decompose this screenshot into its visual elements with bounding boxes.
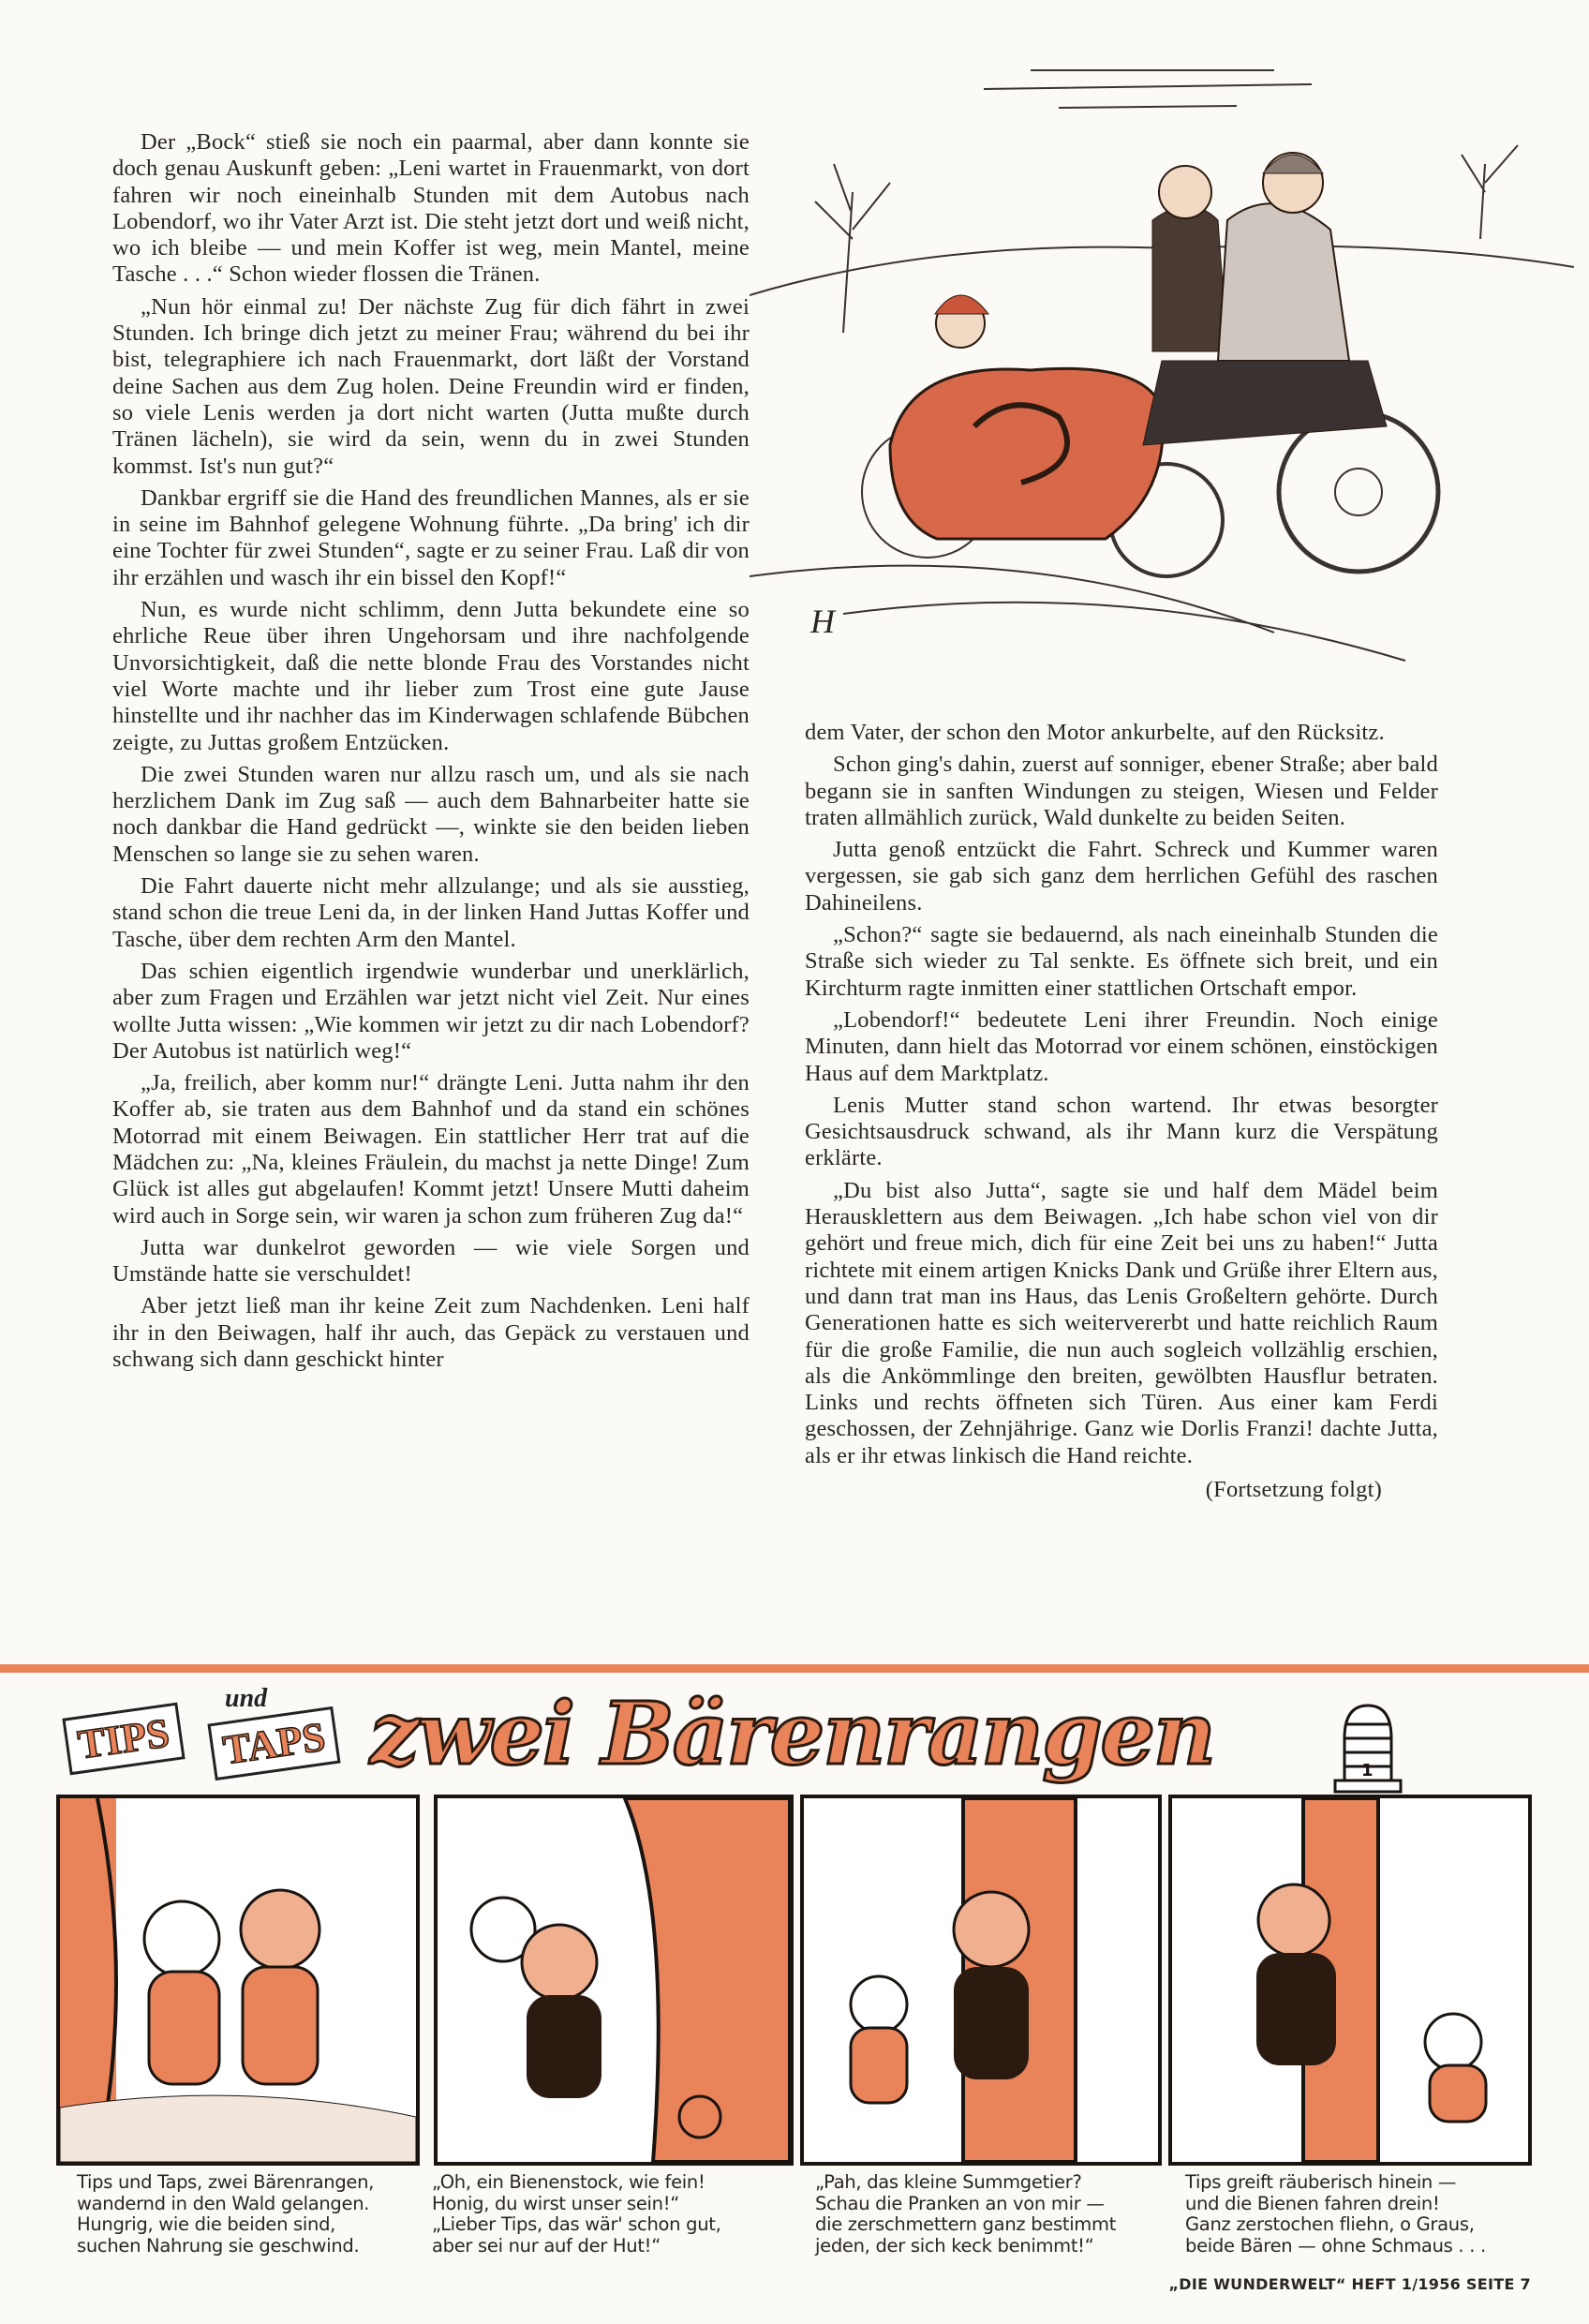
beehive-icon	[1330, 1701, 1405, 1795]
taps-label: TAPS	[207, 1706, 340, 1780]
und-label: und	[225, 1684, 268, 1713]
story-paragraph: Der „Bock“ stieß sie noch ein paarmal, aber dann konnte sie doch genau Auskunft geben: „Leni wartet in Frauenmarkt, von dort fahren wir noch eineinhalb Stunden mit dem Autobus nach Lobendorf, wo ihr Vater Arzt ist. Die steht jetzt dort und weiß nicht, wo ich bleibe — und mein Koffer ist weg, mein Mantel, meine Tasche . . .“ Schon wieder flossen die Tränen.	[112, 129, 750, 288]
story-paragraph: „Schon?“ sagte sie bedauernd, als nach eineinhalb Stunden die Straße sich wieder zu Tal senkte. Es öffnete sich breit, und ein Kirchturm ragte inmitten einer stattlichen Ortschaft empor.	[805, 922, 1438, 1001]
comic-caption-1	[77, 2172, 374, 2257]
caption-line: und die Bienen fahren drein!	[1185, 2192, 1440, 2214]
illustrator-signature: H	[810, 603, 835, 640]
story-paragraph: Jutta war dunkelrot geworden — wie viele Sorgen und Umstände hatte sie verschuldet!	[112, 1234, 750, 1288]
caption-line: „Oh, ein Bienenstock, wie fein!	[432, 2171, 705, 2193]
caption-line: Honig, du wirst unser sein!“	[432, 2192, 680, 2214]
bear-taps	[241, 1890, 319, 1969]
caption-line: Schau die Pranken an von mir —	[815, 2192, 1105, 2214]
continuation-note: (Fortsetzung folgt)	[1205, 1477, 1382, 1503]
story-paragraph: Schon ging's dahin, zuerst auf sonniger, ebener Straße; aber bald begann sie in sanften Windungen zu steigen, Wiesen und Felder traten allmählich zurück, Wald dunkelte zu beiden Seiten.	[805, 752, 1438, 830]
front-wheel	[1279, 412, 1438, 572]
story-paragraph: Die Fahrt dauerte nicht mehr allzulange; und als sie ausstieg, stand schon die treue Leni da, in der linken Hand Juttas Koffer und Tasche, über dem rechten Arm den Mantel.	[112, 873, 750, 952]
motorcycle-illustration	[750, 52, 1574, 679]
story-paragraph: Jutta genoß entzückt die Fahrt. Schreck und Kummer waren vergessen, sie gab sich ganz dem herrlichen Gefühl des raschen Dahineilens.	[805, 837, 1438, 916]
story-paragraph: Lenis Mutter stand schon wartend. Ihr etwas besorgter Gesichtsausdruck schwand, als ihr Mann kurz die Verspätung erklärte.	[805, 1092, 1438, 1171]
story-paragraph: „Lobendorf!“ bedeutete Leni ihrer Freundin. Noch einige Minuten, dann hielt das Motorrad vor einem schönen, einstöckigen Haus auf dem Marktplatz.	[805, 1006, 1438, 1086]
caption-line: Hungrig, wie die beiden sind,	[77, 2213, 336, 2235]
tree-left-icon	[815, 164, 890, 333]
page-footer: „DIE WUNDERWELT“ HEFT 1/1956 SEITE 7	[1168, 2275, 1531, 2293]
story-paragraph: „Du bist also Jutta“, sagte sie und half dem Mädel beim Herausklettern aus dem Beiwagen. „Ich habe schon viel von dir gehört und freue mich, dich für eine Zeit bei uns zu haben!“ Jutta richtete mit einem artigen Knicks Dank und Grüße ihrer Eltern aus, und dann trat man ins Haus, das Lenis Großeltern gehörte. Durch Generationen hatte es sich weitervererbt und hatte reichlich Raum für die große Familie, die nun auch sogleich vollzählig erschien, als die Ankömmlinge den breiten, gewölbten Hausflur betraten. Links und rechts öffneten sich Türen. Aus einer kam Ferdi geschossen, der Zehnjährige. Ganz wie Dorlis Franzi! dachte Jutta, als er ihr etwas linkisch die Hand reichte.	[805, 1177, 1438, 1468]
episode-number: 1	[1361, 1761, 1374, 1780]
caption-line: beide Bären — ohne Schmaus . . .	[1185, 2234, 1486, 2257]
story-paragraph: „Nun hör einmal zu! Der nächste Zug für dich fährt in zwei Stunden. Ich bringe dich jetzt zu meiner Frau; während du bei ihr bist, telegraphiere ich nach Frauenmarkt, dort läßt der Vorstand deine Sachen aus dem Zug holen. Deine Freundin wird er finden, so viele Lenis werden ja dort nicht warten (Jutta mußte durch Tränen lächeln), sie wird da sein, wenn du in zwei Stunden kommst. Ist's nun gut?“	[112, 293, 750, 479]
tree-right-icon	[1462, 145, 1518, 239]
story-right-column	[805, 720, 1438, 1503]
bear-tips	[144, 1901, 219, 1976]
road-lines	[750, 566, 1405, 661]
story-paragraph: Die zwei Stunden waren nur allzu rasch um, und als sie nach herzlichem Dank im Zug saß — auch dem Bahnarbeiter hatte sie noch dankbar die Hand gedrückt —, winkte sie den beiden lieben Menschen so lange sie zu sehen waren.	[112, 761, 750, 867]
sidecar	[890, 368, 1163, 539]
caption-line: jeden, der sich keck benimmt!“	[815, 2234, 1094, 2257]
sky-lines	[984, 70, 1312, 108]
caption-line: wandernd in den Wald gelangen.	[77, 2192, 370, 2214]
story-paragraph: „Ja, freilich, aber komm nur!“ drängte Leni. Jutta nahm ihr den Koffer ab, sie traten aus dem Bahnhof und da stand ein schönes Motorrad mit einem Beiwagen. Ein stattlicher Herr trat auf die Mädchen zu: „Na, kleines Fräulein, du machst ja nette Dinge! Zum Glück ist alles gut abgelaufen! Kommt jetzt! Unsere Mutti daheim wird auch in Sorge sein, wir waren ja schon zum früheren Zug da!“	[112, 1070, 750, 1229]
caption-line: die zerschmettern ganz bestimmt	[815, 2213, 1117, 2235]
story-paragraph: Aber jetzt ließ man ihr keine Zeit zum Nachdenken. Leni half ihr in den Beiwagen, half ihr auch, das Gepäck zu verstauen und schwang sich dann geschickt hinter	[112, 1293, 750, 1373]
comic-caption-2	[432, 2172, 721, 2257]
caption-line: Tips greift räuberisch hinein —	[1185, 2171, 1457, 2193]
comic-title: zwei Bärenrangen	[370, 1683, 1214, 1784]
caption-line: Tips und Taps, zwei Bärenrangen,	[77, 2171, 375, 2193]
story-left-column	[112, 129, 750, 1378]
story-paragraph: Dankbar ergriff sie die Hand des freundlichen Mannes, als er sie in seine im Bahnhof gelegene Wohnung führte. „Da bring' ich dir eine Tochter für zwei Stunden“, sagte er zu seiner Frau. Laß dir von ihr erzählen und wasch ihr ein bissel den Kopf!“	[112, 484, 750, 590]
comic-panel-4	[1168, 1795, 1532, 2166]
comic-title-banner	[37, 1682, 1537, 1795]
comic-panel-3	[800, 1795, 1162, 2166]
caption-line: „Pah, das kleine Summgetier?	[815, 2171, 1082, 2193]
father-figure	[1218, 203, 1349, 361]
caption-line: suchen Nahrung sie geschwind.	[77, 2234, 360, 2257]
story-paragraph: dem Vater, der schon den Motor ankurbelte, auf den Rücksitz.	[805, 720, 1385, 745]
story-paragraph: Das schien eigentlich irgendwie wunderbar und unerklärlich, aber zum Fragen und Erzählen war jetzt nicht viel Zeit. Nur eines wollte Jutta wissen: „Wie kommen wir jetzt zu dir nach Lobendorf? Der Autobus ist natürlich weg!“	[112, 958, 750, 1064]
caption-line: Ganz zerstochen fliehn, o Graus,	[1185, 2213, 1475, 2235]
orange-divider	[0, 1664, 1589, 1673]
comic-panel-2	[434, 1795, 794, 2166]
leni-figure	[1152, 206, 1227, 351]
caption-line: aber sei nur auf der Hut!“	[432, 2234, 661, 2257]
motorcycle-body	[1143, 361, 1387, 445]
story-paragraph: Nun, es wurde nicht schlimm, denn Jutta bekundete eine so ehrliche Reue über ihren Ungehorsam und ihre nachfolgende Unvorsichtigkeit, daß die nette blonde Frau des Vorstandes nicht viel Worte machte und ihr lieber zum Trost eine gute Jause hinstellte und ihr nachher das im Kinderwagen schlafende Bübchen zeigte, zu Juttas großem Entzücken.	[112, 597, 750, 755]
comic-caption-3	[815, 2172, 1116, 2257]
comic-caption-4	[1185, 2172, 1486, 2257]
caption-line: „Lieber Tips, das wär' schon gut,	[432, 2213, 721, 2235]
comic-panel-1	[56, 1795, 420, 2166]
tips-label: TIPS	[62, 1703, 185, 1776]
